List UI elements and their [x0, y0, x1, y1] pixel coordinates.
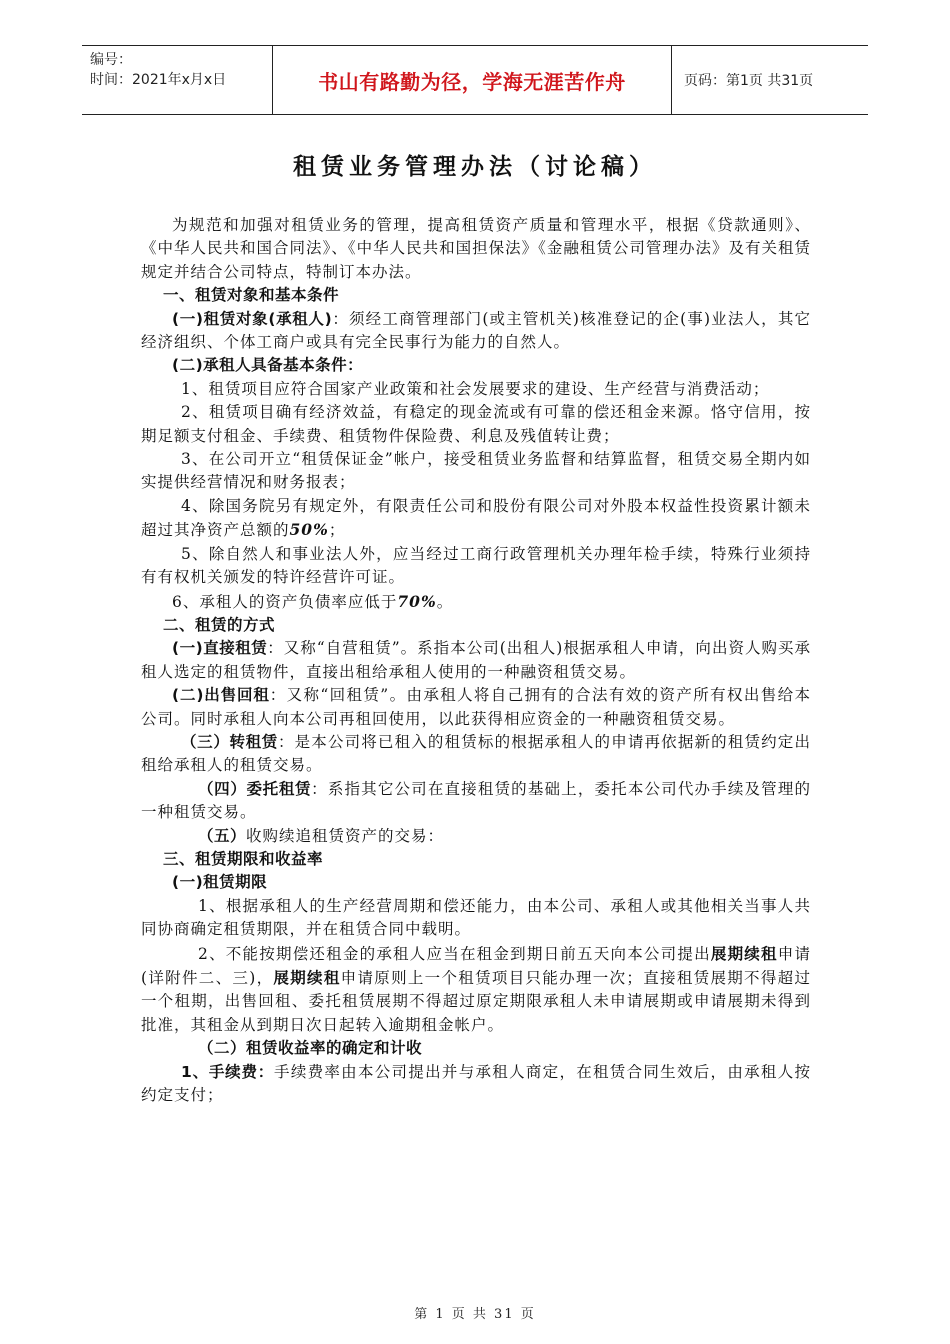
s1-lessee-text: ：须经工商管理部门(或主管机关)核准登记的企(事)业法人，其它经济组织、个体工商户或具有完全民事行为能力的自然人。 — [141, 309, 811, 352]
s2-direct-lease-text: ：又称“自营租赁”。系指本公司(出租人)根据承租人申请，向出资人购买承租人选定的租赁物件，直接出租给承租人使用的一种融资租赁交易。 — [141, 639, 811, 681]
s3-fee-label: 1、手续费： — [181, 1062, 275, 1081]
s3-extension-term-2: 展期续租 — [273, 968, 341, 987]
header-meta — [82, 46, 272, 114]
s1-item-1: 1、租赁项目应符合国家产业政策和社会发展要求的建设、生产经营与消费活动； — [181, 379, 770, 398]
s3-term-item-2-part-3: 申请原则上一个租赁项目只能办理一次；直接租赁展期不得超过一个租期，出售回租、委托租赁展期不得超过原定期限承租人未申请展期或申请展期未得到批准，其租金从到期日次日起转入逾期租金帐户。 — [141, 969, 811, 1034]
document-date: 时间：2021年x月x日 — [90, 72, 227, 88]
s3-yield-item-1 — [141, 1061, 811, 1108]
s1-lessee-label: (一)租赁对象(承租人) — [172, 309, 333, 328]
s1-item-5: 5、除自然人和事业法人外，应当经过工商行政管理机关办理年检手续，特殊行业须持有有权机关颁发的特许经营许可证。 — [141, 544, 811, 587]
document-title: 租赁业务管理办法（讨论稿） — [293, 154, 657, 180]
s2-acquisition — [141, 825, 811, 848]
s1-item-4 — [141, 495, 811, 543]
s1-item-6-end: 。 — [436, 592, 454, 611]
s2-leaseback — [141, 684, 811, 731]
s2-leaseback-text: ：又称“回租赁”。由承租人将自己拥有的合法有效的资产所有权出售给本公司。同时承租人向本公司再租回使用，以此获得相应资金的一种融资租赁交易。 — [141, 686, 811, 728]
s2-direct-lease-label: (一)直接租赁 — [172, 639, 268, 658]
s2-sublease-text: ：是本公司将已租入的租赁标的根据承租人的申请再依据新的租赁约定出租给承租人的租赁交易。 — [141, 732, 811, 775]
intro-paragraph: 为规范和加强对租赁业务的管理，提高租赁资产质量和管理水平，根据《贷款通则》、《中华人民共和国合同法》、《中华人民共和国担保法》《金融租赁公司管理办法》及有关租赁规定并结合公司特点，特制订本办法。 — [141, 216, 811, 281]
s1-item-2: 2、租赁项目确有经济效益，有稳定的现金流或有可靠的偿还租金来源。恪守信用，按期足额支付租金、手续费、租赁物件保险费、利息及残值转让费； — [141, 403, 811, 445]
section-1-heading: 一、租赁对象和基本条件 — [163, 286, 340, 305]
s1-item-6-value: 70% — [397, 591, 437, 611]
s1-item-4-end: ； — [328, 521, 346, 540]
s3-yield-label: （二）租赁收益率的确定和计收 — [198, 1039, 423, 1058]
s1-item-3: 3、在公司开立“租赁保证金”帐户，接受租赁业务监督和结算监督，租赁交易全期内如实提供经营情况和财务报表； — [141, 450, 811, 492]
s1-conditions-heading — [141, 354, 811, 377]
page-footer: 第 1 页 共 31 页 — [414, 1307, 536, 1322]
s2-acquisition-label: （五） — [198, 826, 247, 845]
s2-acquisition-text: 收购续追租赁资产的交易： — [246, 826, 445, 845]
s1-conditions-label: (二)承租人具备基本条件： — [172, 356, 364, 375]
s3-term-item-2-part-2: 申请(详附件二、三)， — [141, 944, 811, 987]
s3-extension-term-1: 展期续租 — [710, 943, 778, 963]
document-number: 编号： — [90, 52, 132, 68]
s3-term-item-1: 1、根据承租人的生产经营周期和偿还能力，由本公司、承租人或其他相关当事人共同协商确定租赁期限，并在租赁合同中载明。 — [141, 896, 811, 939]
s2-leaseback-label: (二)出售回租 — [172, 686, 270, 705]
header-motto-cell — [272, 46, 672, 114]
s2-sublease-label: （三）转租赁 — [181, 732, 278, 751]
s3-term-item-2 — [141, 942, 811, 1038]
s1-item-4-value: 50% — [289, 520, 329, 540]
header-motto: 书山有路勤为径，学海无涯苦作舟 — [318, 69, 626, 94]
s3-fee-text: 手续费率由本公司提出并与承租人商定，在租赁合同生效后，由承租人按约定支付； — [141, 1062, 811, 1105]
header-page-info: 页码：第1页 共31页 — [684, 73, 814, 89]
s3-term-item-2-part-1: 2、不能按期偿还租金的承租人应当在租金到期日前五天向本公司提出 — [198, 944, 711, 963]
s1-lessee-paragraph — [141, 308, 811, 355]
s1-item-6-text: 6、承租人的资产负债率应低于 — [172, 592, 398, 611]
section-3-heading: 三、租赁期限和收益率 — [163, 849, 324, 868]
s2-entrusted-lease-label: （四）委托租赁 — [198, 779, 312, 798]
s3-yield-heading — [141, 1037, 811, 1060]
s2-entrusted-lease — [141, 778, 811, 825]
document-header — [82, 45, 868, 115]
s1-item-4-text: 4、除国务院另有规定外，有限责任公司和股份有限公司对外股本权益性投资累计额未超过其净资产总额的 — [141, 496, 811, 540]
document-body — [141, 214, 811, 1107]
s2-direct-lease — [141, 637, 811, 684]
s3-term-heading — [141, 871, 811, 894]
s2-entrusted-lease-text: ：系指其它公司在直接租赁的基础上，委托本公司代办手续及管理的一种租赁交易。 — [141, 779, 811, 822]
s2-sublease — [141, 731, 811, 778]
s3-term-label: (一)租赁期限 — [172, 873, 268, 892]
section-2-heading: 二、租赁的方式 — [163, 615, 276, 634]
s1-item-6 — [141, 590, 811, 614]
